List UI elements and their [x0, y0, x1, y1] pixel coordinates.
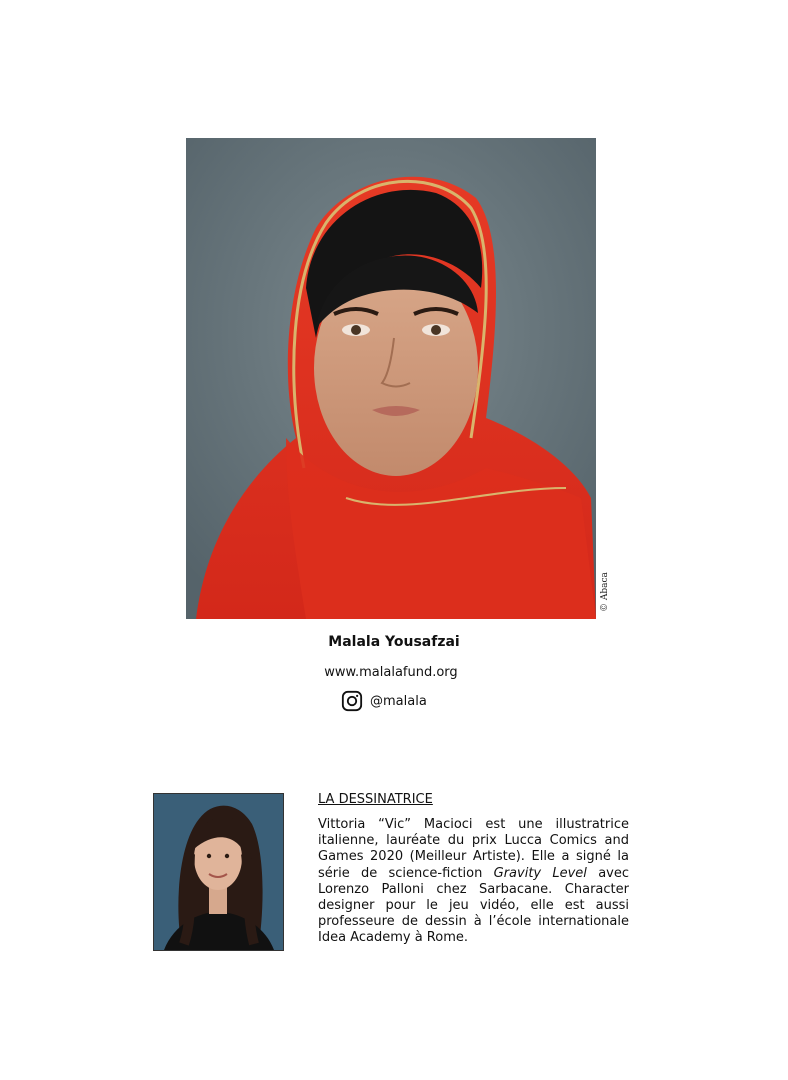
photo-credit: © Abaca: [600, 572, 610, 612]
portrait-illustration: [186, 138, 596, 619]
bio-book-title: Gravity Level: [493, 865, 587, 881]
illustrator-heading: LA DESSINATRICE: [318, 792, 433, 807]
portrait-photo: [186, 138, 596, 619]
illustrator-photo: [154, 794, 283, 950]
bio-part-2: avec Lorenzo Palloni chez Sarbacane. Character designer pour le jeu vidéo, elle est aussi professeure de dessin à l’école internationale Idea Academy à Rome.: [318, 865, 629, 946]
bio-part-1: Vittoria “Vic” Macioci est une illustratrice italienne, lauréate du prix Lucca Comics and Games 2020 (Meilleur Artiste). Elle a signé la série de science-fiction: [318, 817, 629, 881]
illustrator-illustration: [154, 794, 283, 950]
website-link[interactable]: www.malalafund.org: [324, 665, 458, 680]
illustrator-bio: [318, 817, 629, 947]
instagram-handle: @malala: [370, 693, 427, 709]
instagram-icon: [341, 690, 363, 712]
instagram-row[interactable]: [341, 689, 427, 713]
person-name: Malala Yousafzai: [328, 634, 460, 650]
